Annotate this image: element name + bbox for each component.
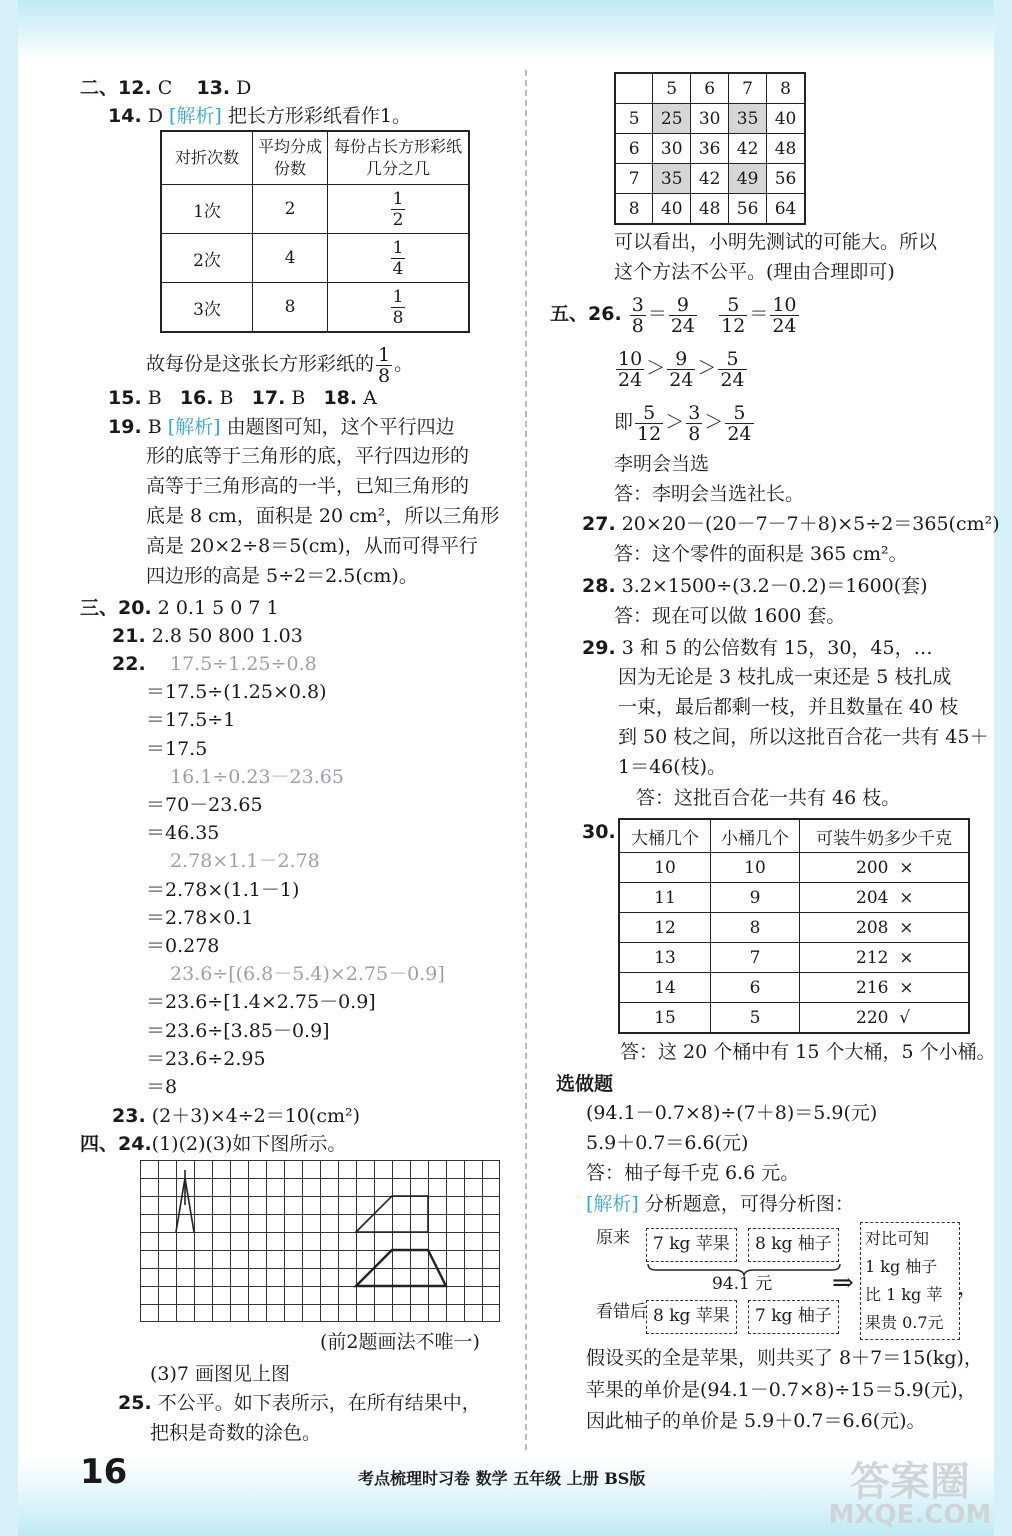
table-row: 5 25 30 35 40 (615, 104, 805, 134)
q19-line: 高等于三角形高的一半，已知三角形的 (146, 475, 470, 497)
q30-answer: 答：这 20 个桶中有 15 个大桶，5 个小桶。 (620, 1041, 996, 1063)
optional-line: 因此柚子的单价是 5.9＋0.7＝6.6(元)。 (586, 1410, 926, 1432)
q22-step: ＝23.6÷[1.4×2.75－0.9] (146, 991, 376, 1013)
q22-label: 22. (112, 653, 146, 675)
left-border (0, 0, 18, 1536)
q25-line: 把积是奇数的涂色。 (150, 1422, 322, 1444)
q20: 三、20. 2 0.1 5 0 7 1 (80, 597, 279, 619)
optional-line: (94.1－0.7×8)÷(7＋8)＝5.9(元) (586, 1102, 878, 1124)
q22-step: ＝2.78×(1.1－1) (146, 879, 300, 901)
apple-box: 7 kg 苹果 (646, 1228, 737, 1262)
arrow-icon: ⇒ (832, 1268, 854, 1298)
q19-line: 四边形的高是 5÷2＝2.5(cm)。 (146, 565, 418, 587)
q25-conclusion: 可以看出，小明先测试的可能大。所以 (614, 231, 938, 253)
q26-answer: 答：李明会当选社长。 (614, 483, 805, 505)
q22-step: ＝2.78×0.1 (146, 907, 254, 929)
q28-answer: 答：现在可以做 1600 套。 (614, 605, 846, 627)
q30-label: 30. (582, 821, 616, 843)
optional-line: 5.9＋0.7＝6.6(元) (586, 1132, 749, 1154)
q21: 21. 2.8 50 800 1.03 (112, 625, 303, 647)
q22-step: 17.5÷1.25÷0.8 (170, 653, 317, 675)
pomelo-box: 8 kg 柚子 (748, 1228, 839, 1262)
q22-step: 2.78×1.1－2.78 (170, 850, 320, 872)
table-row: 1次 2 $\frac{1}{2}$ (161, 185, 469, 234)
q24-note: (前2题画法不唯一) (320, 1331, 480, 1353)
total-price: 94.1 元 (712, 1274, 773, 1294)
q22-step: ＝46.35 (146, 822, 220, 844)
q25-product-table: 5 6 7 8 5 25 30 35 40 6 30 36 42 48 7 35 42 49 56 8 40 48 56 64 (614, 72, 806, 225)
table-row: 12 8 208 × (619, 913, 969, 943)
table-row: 7 35 42 49 56 (615, 164, 805, 194)
q27: 27. 20×20－(20－7－7＋8)×5÷2＝365(cm²) (582, 513, 1000, 535)
table-row: 14 6 216 × (619, 973, 969, 1003)
header-cell: 对折次数 (161, 131, 253, 185)
q19-line: 形的底等于三角形的底，平行四边形的 (146, 445, 470, 467)
q22-step: ＝23.6÷[3.85－0.9] (146, 1020, 330, 1042)
trapezoid (356, 1250, 446, 1286)
pomelo-box: 7 kg 柚子 (748, 1300, 839, 1334)
table-row: 2次 4 $\frac{1}{4}$ (161, 234, 469, 283)
optional-title: 选做题 (556, 1073, 614, 1095)
header-cell: 每份占长方形彩纸几分之几 (328, 131, 470, 185)
apple-box: 8 kg 苹果 (646, 1300, 737, 1334)
table-row: 13 7 212 × (619, 943, 969, 973)
q19-head: 19. B [解析] 由题图可知，这个平行四边 (108, 416, 455, 438)
q28: 28. 3.2×1500÷(3.2－0.2)＝1600(套) (582, 575, 928, 597)
q29-answer: 答：这批百合花一共有 46 枝。 (636, 787, 901, 809)
q26-line1: 五、26. $\frac{3}{8}$ ＝ $\frac{9}{24}$ $\frac{5}{12}$ ＝ $\frac{10}{24}$ (550, 293, 797, 337)
q24-head: 四、24.(1)(2)(3)如下图所示。 (80, 1133, 347, 1155)
q29-line: 一束，最后都剩一枝，并且数量在 40 枝 (618, 696, 959, 718)
q26-line2: $\frac{10}{24}$ ＞ $\frac{9}{24}$ ＞ $\frac{5}{24}$ (618, 347, 745, 391)
q22-step: ＝0.278 (146, 935, 220, 957)
q22-step: ＝17.5÷1 (146, 709, 236, 731)
table-row: 6 30 36 42 48 (615, 134, 805, 164)
q22-step: ＝17.5÷(1.25×0.8) (146, 681, 327, 703)
label-mistaken: 看错后 (596, 1302, 647, 1322)
q29-line: 到 50 枝之间，所以这批百合花一共有 45＋ (618, 726, 989, 748)
q22-step: ＝8 (146, 1076, 178, 1098)
q14-conclusion: 故每份是这张长方形彩纸的 $\frac{1}{8}$ 。 (146, 343, 414, 387)
table-row: 10 10 200 × (619, 853, 969, 883)
header-cell: 平均分成份数 (253, 131, 328, 185)
q24-part3: (3)7 画图见上图 (150, 1363, 291, 1385)
q29-line: 因为无论是 3 枝扎成一束还是 5 枝扎成 (618, 666, 952, 688)
label-original: 原来 (596, 1228, 630, 1248)
q22-step: ＝70－23.65 (146, 794, 263, 816)
q27-answer: 答：这个零件的面积是 365 cm²。 (614, 543, 908, 565)
q14-head: 14. D [解析] 把长方形彩纸看作1。 (108, 105, 411, 127)
comma: ， (958, 1277, 978, 1299)
optional-line: 苹果的单价是(94.1－0.7×8)÷15＝5.9(元)， (586, 1379, 977, 1401)
q22-step: ＝23.6÷2.95 (146, 1048, 266, 1070)
page-number: 16 (80, 1452, 128, 1492)
optional-answer: 答：柚子每千克 6.6 元。 (586, 1162, 800, 1184)
optional-analysis: [解析] 分析题意，可得分析图： (586, 1193, 854, 1215)
q19-line: 高是 20×2÷8＝5(cm)，从而可得平行 (146, 535, 478, 557)
q30-table: 大桶几个 小桶几个 可装牛奶多少千克 10 10 200 × 11 9 204 × 12 8 208 × 13 7 212 × 14 6 216 × 15 5 220 √ (618, 818, 970, 1034)
translated-figure (356, 1196, 428, 1232)
column-divider (525, 70, 527, 1450)
q26-line4: 李明会当选 (614, 453, 710, 475)
table-row: 3次 8 $\frac{1}{8}$ (161, 283, 469, 333)
table-row: 11 9 204 × (619, 883, 969, 913)
comparison-box: 对比可知 1 kg 柚子 比 1 kg 苹 果贵 0.7元 (860, 1222, 960, 1340)
footer-text: 考点梳理时习卷 数学 五年级 上册 BS版 (358, 1469, 646, 1488)
q29: 29. 3 和 5 的公倍数有 15，30，45，… (582, 637, 933, 659)
q14-table (160, 130, 470, 333)
q25-conclusion: 这个方法不公平。(理由合理即可) (614, 261, 895, 283)
q22-step: 16.1÷0.23－23.65 (170, 766, 344, 788)
table-row: 8 40 48 56 64 (615, 194, 805, 225)
watermark: 答案圈 MXQE.COM (828, 1459, 992, 1530)
q15-18: 15. B 16. B 17. B 18. A (108, 387, 377, 409)
q19-line: 底是 8 cm，面积是 20 cm²，所以三角形 (146, 505, 500, 527)
optional-line: 假设买的全是苹果，则共买了 8＋7＝15(kg)， (586, 1347, 983, 1369)
q23: 23. (2＋3)×4÷2＝10(cm²) (112, 1105, 361, 1127)
q25-head: 25. 不公平。如下表所示，在所有结果中， (118, 1392, 481, 1414)
q26-line3: 即 $\frac{5}{12}$ ＞ $\frac{3}{8}$ ＞ $\frac{5}{24}$ (614, 401, 752, 445)
q22-step: 23.6÷[(6.8－5.4)×2.75－0.9] (170, 963, 445, 985)
top-decoration (0, 0, 1012, 60)
table-row: 15 5 220 √ (619, 1003, 969, 1034)
q29-line: 1＝46(枝)。 (618, 756, 727, 778)
grid-figures (140, 1160, 500, 1322)
right-border (994, 0, 1012, 1536)
q22-step: ＝17.5 (146, 738, 208, 760)
q12-13: 二、12. C 13. D (80, 77, 252, 99)
